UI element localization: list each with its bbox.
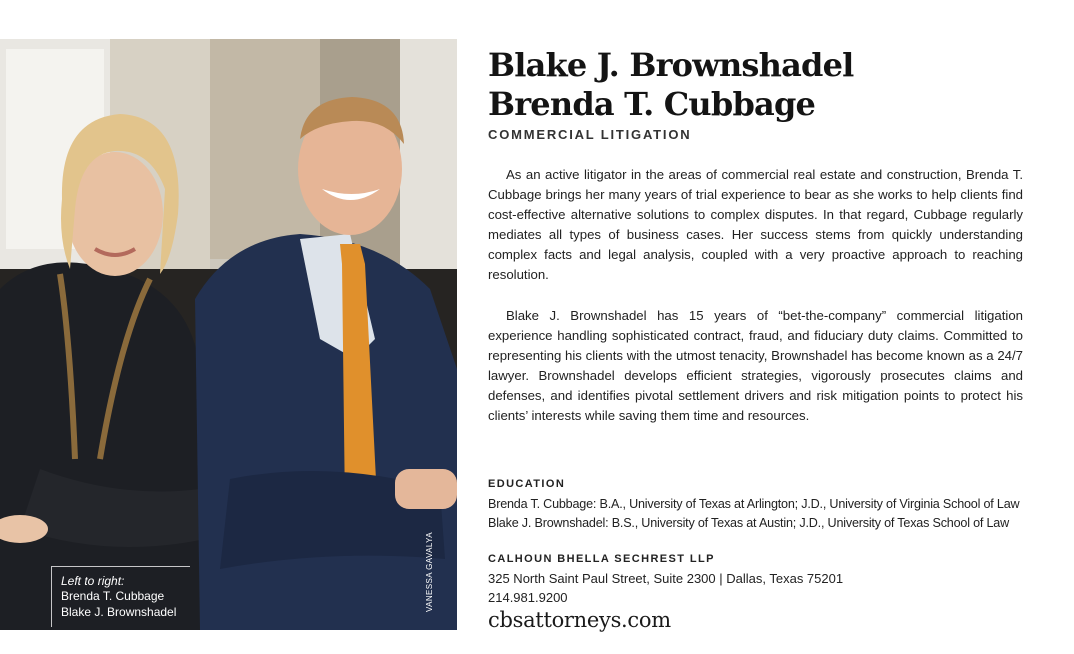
photo-caption-intro: Left to right:	[61, 574, 125, 588]
firm-address: 325 North Saint Paul Street, Suite 2300 | Dallas, Texas 75201	[488, 571, 844, 586]
firm-phone[interactable]: 214.981.9200	[488, 590, 568, 605]
firm-website-link[interactable]: cbsattorneys.com	[488, 608, 671, 632]
bio-paragraph: As an active litigator in the areas of commercial real estate and construction, Brenda T. Cubbage brings her many years of trial experience to bear as she works to help clients find cost-effective alternative solutions to complex disputes. In that regard, Cubbage regularly mediates all types of business cases. Her success stems from quickly understanding complex facts and legal analysis, coupled with a very proactive approach to reaching resolution.	[488, 167, 1023, 283]
photo-caption-name: Blake J. Brownshadel	[61, 605, 177, 619]
bio-paragraph: Blake J. Brownshadel has 15 years of “bet-the-company” commercial litigation experience handling sophisticated contract, fraud, and fiduciary duty claims. Committed to representing his clients with the utmost tenacity, Brownshadel has become known as a 24/7 lawyer. Brownshadel develops efficient strategies, vigorously prosecutes claims and defenses, and identifies pivotal settlement drivers and risk mitigation points to protect his clients’ interests while saving them time and resources.	[488, 308, 1023, 424]
education-line: Brenda T. Cubbage: B.A., University of Texas at Arlington; J.D., University of Virginia School of Law	[488, 497, 1020, 511]
practice-area-label: COMMERCIAL LITIGATION	[488, 127, 692, 142]
attorney-name: Blake J. Brownshadel	[488, 46, 854, 84]
photo-caption-name: Brenda T. Cubbage	[61, 589, 165, 603]
education-heading: EDUCATION	[488, 478, 566, 490]
education-line: Blake J. Brownshadel: B.S., University of Texas at Austin; J.D., University of Texas School of Law	[488, 516, 1010, 530]
attorney-name: Brenda T. Cubbage	[488, 85, 816, 123]
firm-name: CALHOUN BHELLA SECHREST LLP	[488, 553, 715, 565]
photo-illustration	[0, 39, 457, 630]
photo-credit: VANESSA GAVALYA	[425, 532, 434, 612]
attorney-photo	[0, 39, 457, 630]
